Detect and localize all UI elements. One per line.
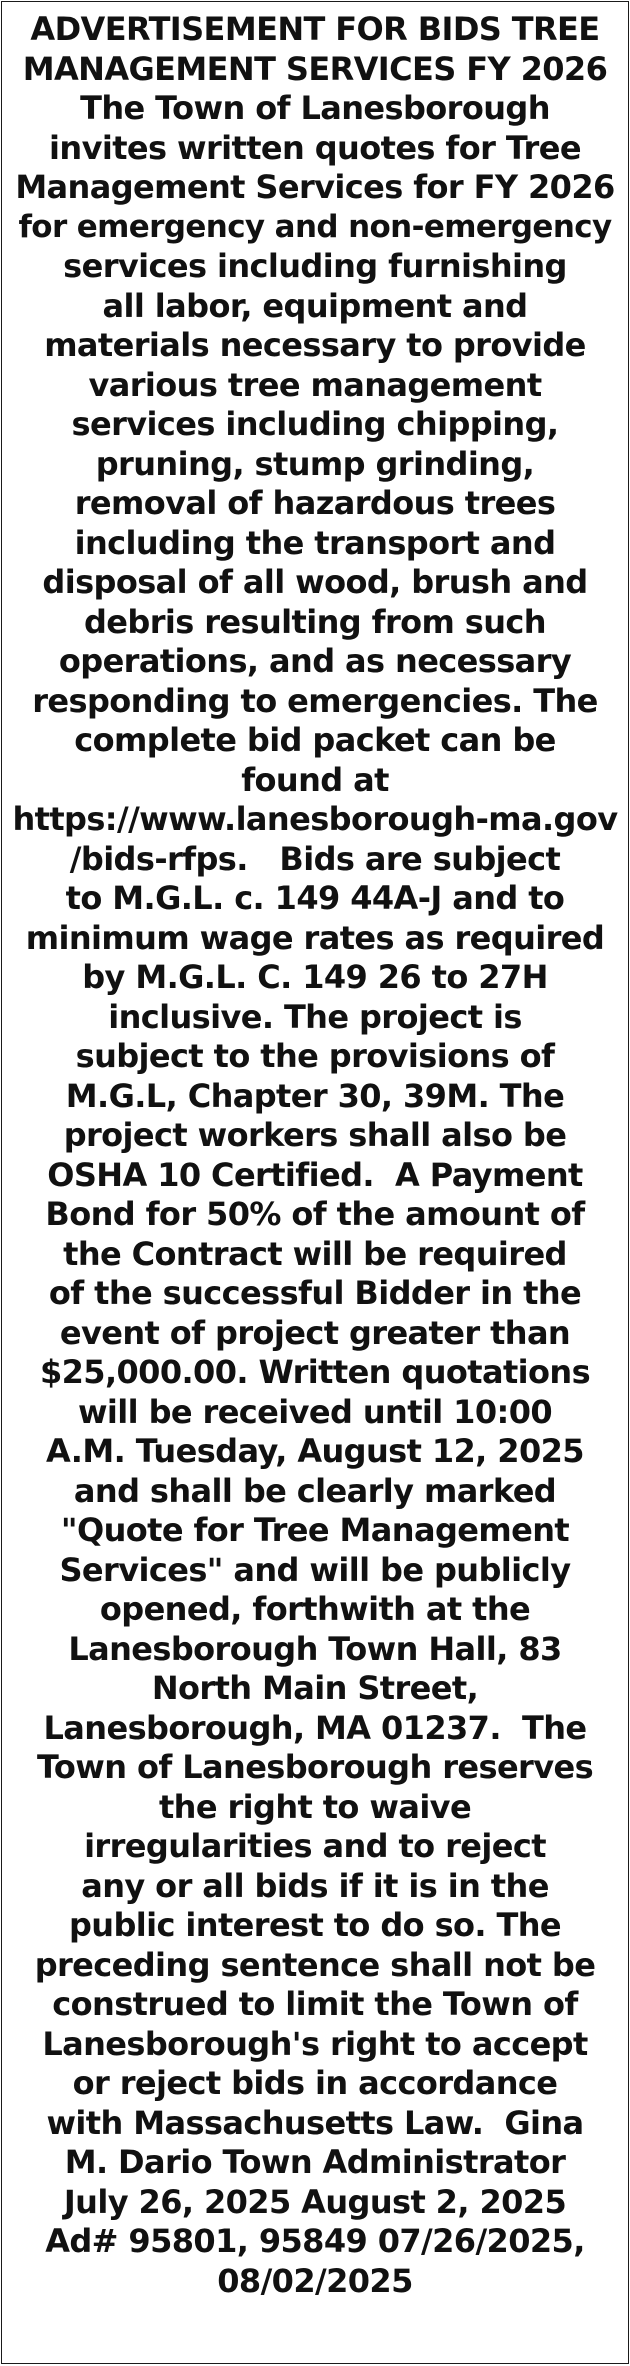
ad-body-line: irregularities and to reject — [84, 1827, 546, 1865]
ad-body-line: any or all bids if it is in the — [81, 1866, 549, 1905]
advertisement-text — [12, 10, 618, 2301]
ad-body-line: for emergency and non-emergency — [18, 208, 612, 245]
ad-body-line: project workers shall also be — [63, 1116, 567, 1154]
ad-body-line: will be received until 10:00 — [77, 1392, 553, 1431]
ad-body-line: Town of Lanesborough reserves — [36, 1748, 594, 1786]
ad-body-line: A.M. Tuesday, August 12, 2025 — [46, 1432, 584, 1470]
ad-body-line: subject to the provisions of — [75, 1037, 555, 1075]
ad-body-line: by M.G.L. C. 149 26 to 27H — [82, 958, 548, 996]
ad-body-line: Services" and will be publicly — [59, 1550, 571, 1589]
ad-body-line: Lanesborough, MA 01237. The — [43, 1708, 587, 1747]
ad-body-line: July 26, 2025 August 2, 2025 — [63, 2182, 567, 2221]
ad-body-line: pruning, stump grinding, — [95, 444, 535, 483]
ad-body-line: complete bid packet can be — [74, 721, 556, 759]
ad-body-line: various tree management — [88, 365, 542, 404]
ad-body-line: Lanesborough's right to accept — [42, 2024, 588, 2063]
ad-body-line: M.G.L, Chapter 30, 39M. The — [65, 1076, 565, 1115]
ad-body-line: event of project greater than — [59, 1313, 571, 1352]
ad-body-line: removal of hazardous trees — [74, 484, 556, 522]
ad-body-line: opened, forthwith at the — [99, 1590, 531, 1628]
ad-body-line: all labor, equipment and — [102, 286, 528, 325]
ad-body-line: including the transport and — [74, 523, 556, 562]
advertisement-frame — [1, 1, 629, 2364]
ad-body-line: https://www.lanesborough-ma.gov — [12, 800, 618, 838]
ad-body-line: invites written quotes for Tree — [49, 128, 581, 167]
ad-heading-line: MANAGEMENT SERVICES FY 2026 — [22, 49, 608, 88]
ad-body-line: /bids-rfps. Bids are subject — [69, 839, 561, 878]
ad-body-line: or reject bids in accordance — [72, 2064, 558, 2102]
ad-body-line: responding to emergencies. The — [32, 681, 598, 720]
ad-body-line: Management Services for FY 2026 — [15, 168, 615, 206]
ad-body-line: of the successful Bidder in the — [48, 1274, 582, 1312]
ad-body-line: Lanesborough Town Hall, 83 — [68, 1629, 562, 1668]
ad-body-line: debris resulting from such — [84, 602, 546, 641]
ad-body-line: public interest to do so. The — [68, 1906, 562, 1944]
ad-body-line: The Town of Lanesborough — [80, 89, 550, 127]
ad-body-line: North Main Street, — [151, 1669, 479, 1707]
ad-body-line: with Massachusetts Law. Gina — [46, 2103, 584, 2142]
ad-body-line: to M.G.L. c. 149 44A-J and to — [65, 879, 565, 917]
ad-body-line: operations, and as necessary — [58, 642, 572, 680]
ad-body-line: $25,000.00. Written quotations — [39, 1353, 591, 1391]
ad-body-line: construed to limit the Town of — [52, 1985, 578, 2023]
ad-body-line: the right to waive — [158, 1787, 472, 1826]
ad-body-line: found at — [241, 760, 389, 799]
ad-body-line: disposal of all wood, brush and — [42, 563, 588, 601]
ad-body-line: services including chipping, — [71, 405, 559, 443]
ad-body-line: Bond for 50% of the amount of — [45, 1195, 585, 1233]
ad-heading-line: ADVERTISEMENT FOR BIDS TREE — [30, 10, 600, 48]
ad-body-line: inclusive. The project is — [108, 997, 522, 1036]
ad-body-line: preceding sentence shall not be — [34, 1945, 596, 1984]
ad-body-line: materials necessary to provide — [44, 326, 586, 364]
ad-body-line: 08/02/2025 — [217, 2261, 413, 2300]
ad-body-line: OSHA 10 Certified. A Payment — [47, 1155, 583, 1194]
ad-body-line: the Contract will be required — [63, 1234, 567, 1273]
ad-body-line: minimum wage rates as required — [25, 918, 605, 957]
ad-body-line: Ad# 95801, 95849 07/26/2025, — [45, 2222, 585, 2260]
ad-body-line: and shall be clearly marked — [73, 1471, 557, 1510]
ad-body-line: services including furnishing — [63, 247, 567, 285]
ad-body-line: M. Dario Town Administrator — [64, 2143, 566, 2181]
ad-body-line: "Quote for Tree Management — [60, 1511, 570, 1549]
